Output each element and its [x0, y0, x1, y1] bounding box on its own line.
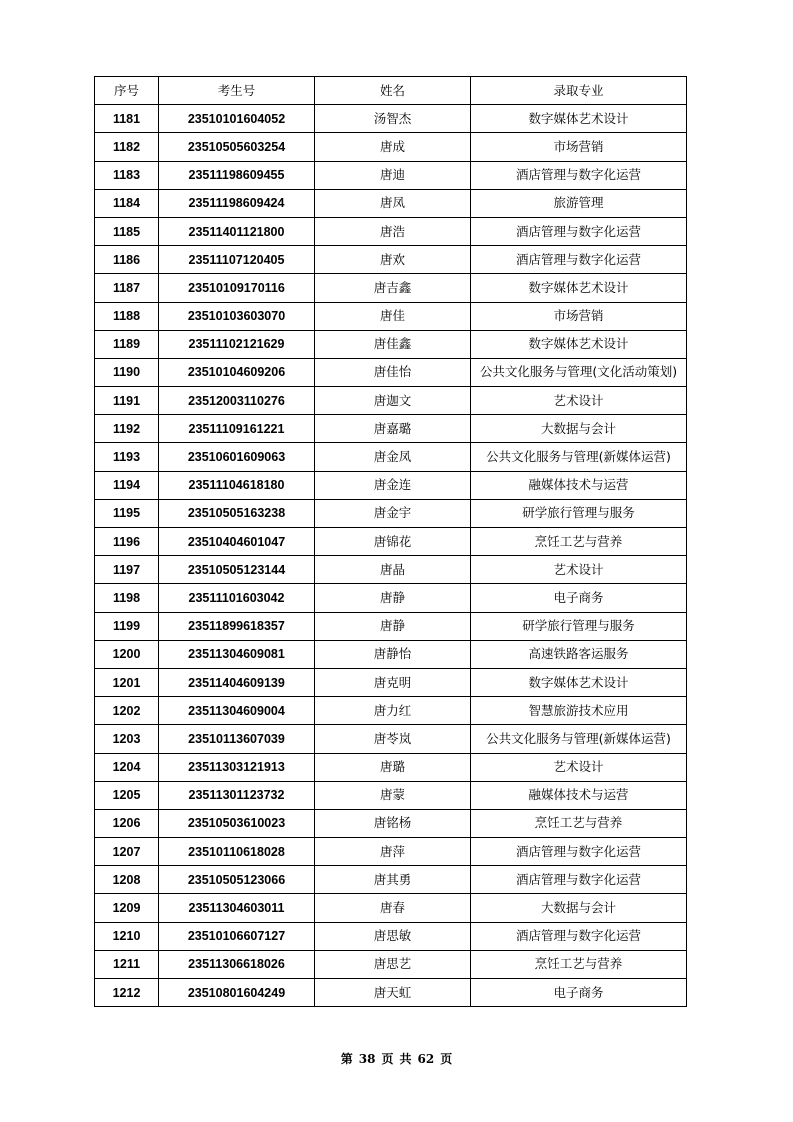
- cell-seq: 1195: [95, 499, 159, 527]
- table-row: [95, 161, 687, 189]
- admission-table: [94, 76, 687, 1007]
- cell-name: 唐锦花: [315, 528, 471, 556]
- cell-major: 公共文化服务与管理(新媒体运营): [471, 725, 687, 753]
- cell-major: 烹饪工艺与营养: [471, 809, 687, 837]
- cell-seq: 1193: [95, 443, 159, 471]
- cell-candidate-no: 23510404601047: [159, 528, 315, 556]
- cell-name: 唐思敏: [315, 922, 471, 950]
- cell-major: 大数据与会计: [471, 894, 687, 922]
- cell-seq: 1200: [95, 640, 159, 668]
- footer-total-word: 共: [399, 1052, 412, 1066]
- table-row: [95, 979, 687, 1007]
- cell-major: 艺术设计: [471, 387, 687, 415]
- cell-candidate-no: 23511306618026: [159, 950, 315, 978]
- cell-major: 烹饪工艺与营养: [471, 528, 687, 556]
- table-row: [95, 387, 687, 415]
- cell-name: 唐金连: [315, 471, 471, 499]
- cell-name: 唐天虹: [315, 979, 471, 1007]
- cell-name: 唐佳怡: [315, 358, 471, 386]
- table-row: [95, 358, 687, 386]
- cell-seq: 1205: [95, 781, 159, 809]
- cell-name: 唐力红: [315, 697, 471, 725]
- header-major: 录取专业: [471, 77, 687, 105]
- cell-candidate-no: 23511303121913: [159, 753, 315, 781]
- cell-candidate-no: 23510106607127: [159, 922, 315, 950]
- cell-major: 艺术设计: [471, 556, 687, 584]
- cell-name: 唐成: [315, 133, 471, 161]
- cell-candidate-no: 23511104618180: [159, 471, 315, 499]
- cell-candidate-no: 23510103603070: [159, 302, 315, 330]
- cell-candidate-no: 23510505163238: [159, 499, 315, 527]
- cell-name: 唐嘉璐: [315, 415, 471, 443]
- table-row: [95, 302, 687, 330]
- cell-name: 唐金凤: [315, 443, 471, 471]
- table-row: [95, 443, 687, 471]
- table-row: [95, 556, 687, 584]
- cell-seq: 1212: [95, 979, 159, 1007]
- cell-candidate-no: 23511107120405: [159, 246, 315, 274]
- table-row: [95, 584, 687, 612]
- cell-seq: 1185: [95, 217, 159, 245]
- cell-major: 酒店管理与数字化运营: [471, 217, 687, 245]
- cell-seq: 1182: [95, 133, 159, 161]
- cell-seq: 1184: [95, 189, 159, 217]
- cell-name: 唐浩: [315, 217, 471, 245]
- cell-name: 唐蒙: [315, 781, 471, 809]
- cell-name: 唐静: [315, 584, 471, 612]
- table-row: [95, 894, 687, 922]
- cell-seq: 1210: [95, 922, 159, 950]
- cell-name: 唐思艺: [315, 950, 471, 978]
- table-row: [95, 753, 687, 781]
- cell-name: 唐静怡: [315, 640, 471, 668]
- table-row: [95, 781, 687, 809]
- cell-major: 电子商务: [471, 584, 687, 612]
- cell-candidate-no: 23510101604052: [159, 105, 315, 133]
- cell-major: 酒店管理与数字化运营: [471, 922, 687, 950]
- cell-major: 酒店管理与数字化运营: [471, 866, 687, 894]
- cell-name: 唐铭杨: [315, 809, 471, 837]
- cell-name: 唐佳鑫: [315, 330, 471, 358]
- cell-candidate-no: 23511899618357: [159, 612, 315, 640]
- table-row: [95, 189, 687, 217]
- table-row: [95, 866, 687, 894]
- header-candidate-no: 考生号: [159, 77, 315, 105]
- cell-seq: 1207: [95, 838, 159, 866]
- cell-seq: 1192: [95, 415, 159, 443]
- cell-major: 智慧旅游技术应用: [471, 697, 687, 725]
- cell-name: 唐迦文: [315, 387, 471, 415]
- cell-candidate-no: 23510104609206: [159, 358, 315, 386]
- cell-name: 唐克明: [315, 668, 471, 696]
- cell-name: 唐晶: [315, 556, 471, 584]
- table-row: [95, 330, 687, 358]
- cell-candidate-no: 23511102121629: [159, 330, 315, 358]
- cell-major: 艺术设计: [471, 753, 687, 781]
- cell-major: 旅游管理: [471, 189, 687, 217]
- table-row: [95, 217, 687, 245]
- footer-suffix: 页: [440, 1052, 453, 1066]
- cell-name: 唐凤: [315, 189, 471, 217]
- table-row: [95, 612, 687, 640]
- cell-candidate-no: 23510110618028: [159, 838, 315, 866]
- cell-candidate-no: 23510505603254: [159, 133, 315, 161]
- cell-major: 数字媒体艺术设计: [471, 668, 687, 696]
- cell-major: 研学旅行管理与服务: [471, 499, 687, 527]
- cell-candidate-no: 23510505123144: [159, 556, 315, 584]
- cell-seq: 1187: [95, 274, 159, 302]
- table-row: [95, 668, 687, 696]
- cell-major: 公共文化服务与管理(文化活动策划): [471, 358, 687, 386]
- cell-seq: 1208: [95, 866, 159, 894]
- cell-name: 唐欢: [315, 246, 471, 274]
- cell-seq: 1198: [95, 584, 159, 612]
- cell-name: 唐迪: [315, 161, 471, 189]
- footer-prefix: 第: [340, 1052, 353, 1066]
- cell-major: 数字媒体艺术设计: [471, 274, 687, 302]
- cell-name: 唐苓岚: [315, 725, 471, 753]
- cell-candidate-no: 23510801604249: [159, 979, 315, 1007]
- cell-seq: 1190: [95, 358, 159, 386]
- cell-seq: 1199: [95, 612, 159, 640]
- table-row: [95, 133, 687, 161]
- header-name: 姓名: [315, 77, 471, 105]
- page-footer: [0, 1050, 793, 1067]
- cell-major: 酒店管理与数字化运营: [471, 838, 687, 866]
- cell-candidate-no: 23511301123732: [159, 781, 315, 809]
- cell-name: 唐璐: [315, 753, 471, 781]
- header-seq: 序号: [95, 77, 159, 105]
- cell-name: 唐静: [315, 612, 471, 640]
- table-row: [95, 809, 687, 837]
- cell-major: 市场营销: [471, 133, 687, 161]
- cell-candidate-no: 23512003110276: [159, 387, 315, 415]
- table-row: [95, 725, 687, 753]
- cell-seq: 1201: [95, 668, 159, 696]
- cell-name: 唐萍: [315, 838, 471, 866]
- cell-major: 酒店管理与数字化运营: [471, 246, 687, 274]
- cell-major: 融媒体技术与运营: [471, 781, 687, 809]
- header-row: [95, 77, 687, 105]
- cell-seq: 1181: [95, 105, 159, 133]
- cell-candidate-no: 23511404609139: [159, 668, 315, 696]
- cell-name: 唐金宇: [315, 499, 471, 527]
- table-row: [95, 499, 687, 527]
- cell-name: 唐其勇: [315, 866, 471, 894]
- cell-candidate-no: 23510109170116: [159, 274, 315, 302]
- cell-seq: 1194: [95, 471, 159, 499]
- cell-seq: 1203: [95, 725, 159, 753]
- table-row: [95, 105, 687, 133]
- cell-major: 数字媒体艺术设计: [471, 330, 687, 358]
- cell-candidate-no: 23510113607039: [159, 725, 315, 753]
- cell-name: 唐吉鑫: [315, 274, 471, 302]
- table-row: [95, 415, 687, 443]
- table-body: [95, 105, 687, 1007]
- cell-seq: 1183: [95, 161, 159, 189]
- table-row: [95, 697, 687, 725]
- cell-major: 数字媒体艺术设计: [471, 105, 687, 133]
- cell-seq: 1196: [95, 528, 159, 556]
- table-row: [95, 471, 687, 499]
- cell-major: 高速铁路客运服务: [471, 640, 687, 668]
- cell-candidate-no: 23511198609424: [159, 189, 315, 217]
- table-row: [95, 950, 687, 978]
- cell-major: 酒店管理与数字化运营: [471, 161, 687, 189]
- cell-name: 唐春: [315, 894, 471, 922]
- cell-major: 市场营销: [471, 302, 687, 330]
- footer-page-word: 页: [381, 1052, 394, 1066]
- cell-name: 唐佳: [315, 302, 471, 330]
- cell-candidate-no: 23511401121800: [159, 217, 315, 245]
- table-row: [95, 922, 687, 950]
- footer-total-pages: 62: [417, 1052, 435, 1066]
- table-row: [95, 838, 687, 866]
- table-header: [95, 77, 687, 105]
- cell-seq: 1204: [95, 753, 159, 781]
- cell-seq: 1202: [95, 697, 159, 725]
- cell-major: 电子商务: [471, 979, 687, 1007]
- table-row: [95, 528, 687, 556]
- table-row: [95, 274, 687, 302]
- cell-seq: 1191: [95, 387, 159, 415]
- table-row: [95, 640, 687, 668]
- cell-candidate-no: 23511304609081: [159, 640, 315, 668]
- cell-seq: 1197: [95, 556, 159, 584]
- cell-major: 大数据与会计: [471, 415, 687, 443]
- cell-name: 汤智杰: [315, 105, 471, 133]
- cell-major: 融媒体技术与运营: [471, 471, 687, 499]
- cell-seq: 1189: [95, 330, 159, 358]
- cell-seq: 1206: [95, 809, 159, 837]
- cell-seq: 1188: [95, 302, 159, 330]
- cell-candidate-no: 23511304603011: [159, 894, 315, 922]
- cell-major: 公共文化服务与管理(新媒体运营): [471, 443, 687, 471]
- cell-seq: 1211: [95, 950, 159, 978]
- cell-candidate-no: 23511101603042: [159, 584, 315, 612]
- table-row: [95, 246, 687, 274]
- cell-candidate-no: 23510503610023: [159, 809, 315, 837]
- cell-candidate-no: 23511109161221: [159, 415, 315, 443]
- footer-current-page: 38: [358, 1052, 376, 1066]
- cell-candidate-no: 23510505123066: [159, 866, 315, 894]
- cell-candidate-no: 23511304609004: [159, 697, 315, 725]
- cell-candidate-no: 23511198609455: [159, 161, 315, 189]
- cell-major: 烹饪工艺与营养: [471, 950, 687, 978]
- cell-major: 研学旅行管理与服务: [471, 612, 687, 640]
- cell-seq: 1186: [95, 246, 159, 274]
- cell-seq: 1209: [95, 894, 159, 922]
- cell-candidate-no: 23510601609063: [159, 443, 315, 471]
